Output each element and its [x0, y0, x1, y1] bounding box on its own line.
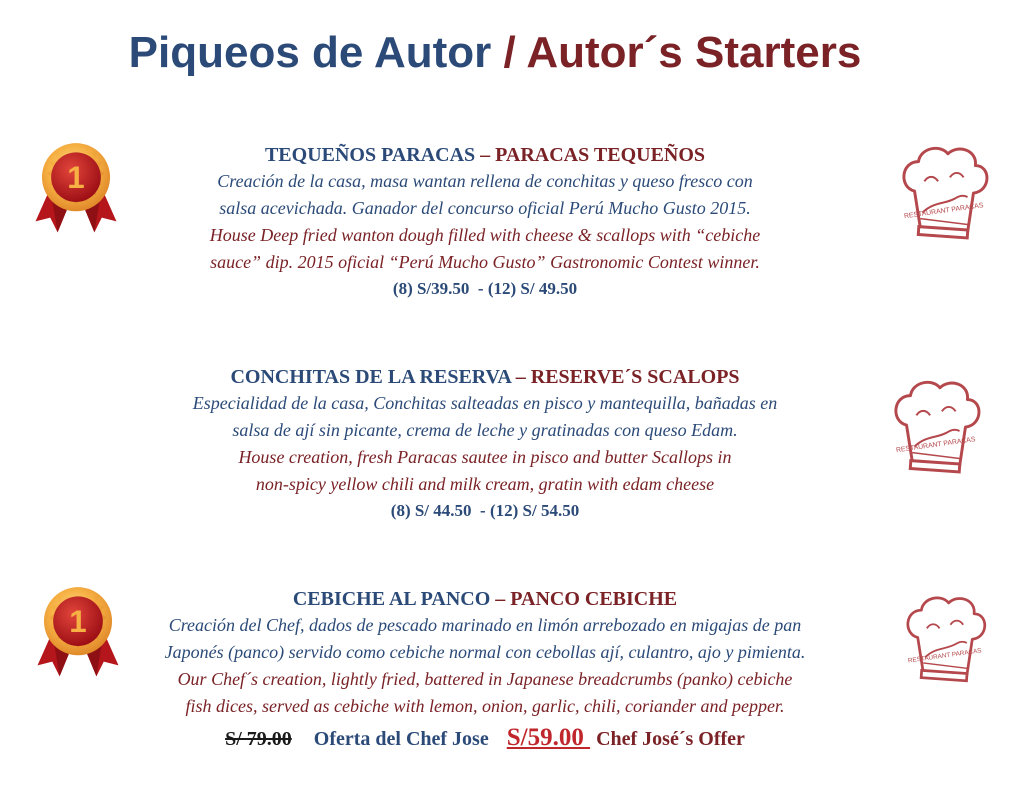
chef-hat-logo-text: RESTAURANT PARACAS — [907, 647, 983, 665]
offer-label-en: Chef José´s Offer — [596, 728, 745, 750]
description-es-line: Especialidad de la casa, Conchitas salteadas en pisco y mantequilla, bañadas en — [192, 393, 778, 413]
description-en-line: Our Chef´s creation, lightly fried, battered in Japanese breadcrumbs (panko) cebiche — [177, 669, 793, 689]
description-es-line: salsa acevichada. Ganador del concurso oficial Perú Mucho Gusto 2015. — [219, 198, 751, 218]
title-english: Autor´s Starters — [526, 28, 862, 77]
description-en-line: sauce” dip. 2015 oficial “Perú Mucho Gusto” Gastronomic Contest winner. — [210, 252, 760, 272]
old-price: S/ 79.00 — [225, 728, 292, 750]
description-en-line: House Deep fried wanton dough filled with cheese & scallops with “cebiche — [209, 225, 761, 245]
menu-item — [0, 142, 970, 302]
description-es-line: Japonés (panco) servido como cebiche normal con cebollas ají, culantro, ajo y pimienta. — [164, 642, 806, 662]
title-dash: – — [495, 588, 511, 610]
offer-price: S/59.00 — [506, 724, 591, 751]
item-name-es: TEQUEÑOS PARACAS — [264, 144, 476, 166]
title-dash: – — [475, 144, 496, 166]
description-en-line: non-spicy yellow chili and milk cream, gratin with edam cheese — [255, 474, 715, 494]
item-title — [0, 142, 970, 168]
chef-offer-line — [0, 724, 970, 752]
item-description — [0, 168, 970, 276]
description-es-line: salsa de ají sin picante, crema de leche y gratinadas con queso Edam. — [232, 420, 738, 440]
offer-label-es: Oferta del Chef Jose — [313, 728, 489, 750]
item-price: (8) S/39.50 - (12) S/ 49.50 — [392, 279, 578, 298]
item-name-en: PANCO CEBICHE — [510, 588, 678, 610]
menu-item — [0, 364, 970, 524]
medal-number: 1 — [69, 604, 87, 640]
description-en-line: House creation, fresh Paracas sautee in pisco and butter Scallops in — [238, 447, 732, 467]
item-price: (8) S/ 44.50 - (12) S/ 54.50 — [390, 501, 580, 520]
item-description — [0, 612, 970, 720]
item-name-en: PARACAS TEQUEÑOS — [495, 144, 706, 166]
medal-number: 1 — [67, 160, 85, 196]
title-dash: – — [510, 366, 531, 388]
chef-hat-logo-text: RESTAURANT PARACAS — [895, 436, 976, 455]
title-spanish: Piqueos de Autor — [128, 28, 492, 77]
title-separator: / — [491, 28, 527, 77]
description-es-line: Creación del Chef, dados de pescado marinado en limón arrebozado en migajas de pan — [168, 615, 802, 635]
item-name-es: CONCHITAS DE LA RESERVA — [230, 366, 511, 388]
item-title — [0, 364, 970, 390]
description-es-line: Creación de la casa, masa wantan rellena de conchitas y queso fresco con — [217, 171, 753, 191]
page-title — [0, 28, 990, 78]
item-description — [0, 390, 970, 498]
menu-item — [0, 586, 970, 752]
chef-hat-logo-text: RESTAURANT PARACAS — [903, 202, 984, 221]
item-title — [0, 586, 970, 612]
item-name-es: CEBICHE AL PANCO — [292, 588, 496, 610]
description-en-line: fish dices, served as cebiche with lemon, onion, garlic, chili, coriander and pepper. — [185, 696, 785, 716]
item-name-en: RESERVE´S SCALOPS — [530, 366, 740, 388]
